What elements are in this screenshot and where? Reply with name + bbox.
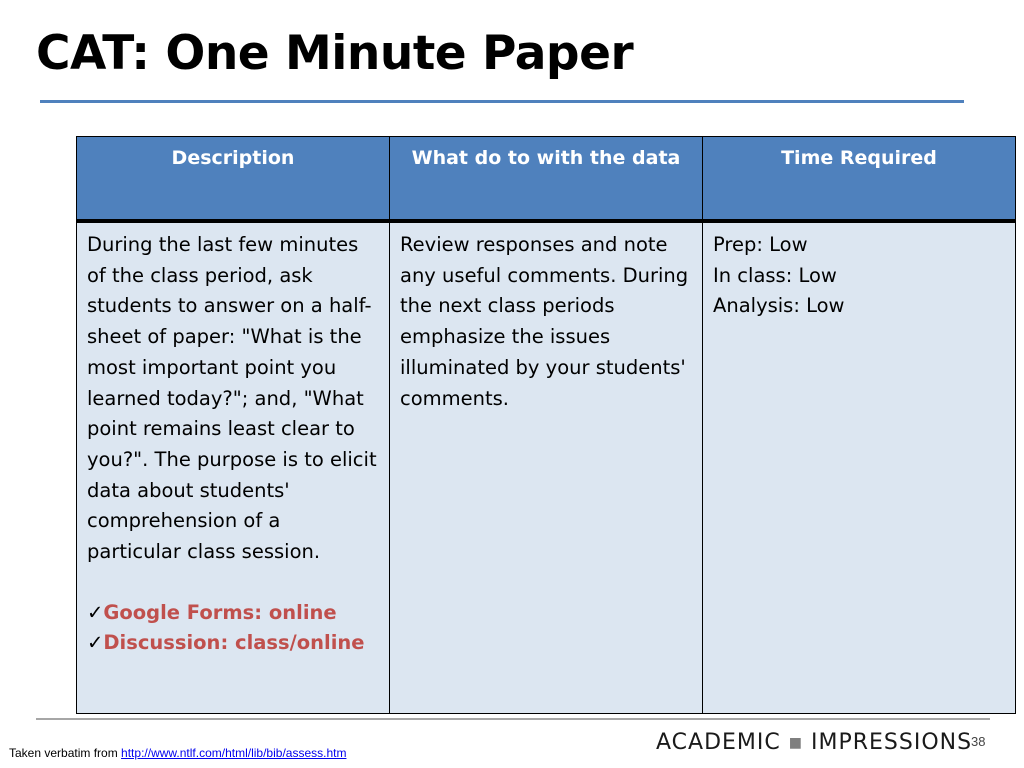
source-prefix: Taken verbatim from bbox=[9, 746, 122, 760]
cell-what-to-do bbox=[390, 221, 703, 714]
academic-impressions-logo bbox=[656, 730, 972, 755]
source-citation bbox=[9, 746, 346, 760]
bullet-google-forms bbox=[87, 598, 379, 629]
slide-title: CAT: One Minute Paper bbox=[36, 26, 634, 81]
header-description: Description bbox=[77, 137, 390, 222]
description-text: During the last few minutes of the class period, ask students to answer on a half-sheet of paper: "What is the most important point you learned today?"; and, "What point remains least clear to you?". The purpose is to elicit data about students' comprehension of a particular class session. bbox=[87, 233, 377, 564]
cell-description bbox=[77, 221, 390, 714]
bullet-label: Discussion: class/online bbox=[103, 631, 365, 655]
checkmark-icon: ✓ bbox=[87, 631, 104, 655]
bullet-label: Google Forms: online bbox=[103, 600, 337, 624]
data-text: Review responses and note any useful comments. During the next class periods emphasize the issues illuminated by your students' comments. bbox=[400, 233, 689, 410]
source-link[interactable]: http://www.ntlf.com/html/lib/bib/assess.htm bbox=[121, 746, 347, 760]
time-in-class: In class: Low bbox=[713, 263, 837, 287]
time-prep: Prep: Low bbox=[713, 233, 808, 256]
bullet-discussion bbox=[87, 628, 379, 659]
logo-word-impressions: IMPRESSIONS bbox=[810, 730, 973, 755]
square-dot-icon: ■ bbox=[788, 735, 803, 751]
time-analysis: Analysis: Low bbox=[713, 294, 845, 318]
checkmark-icon: ✓ bbox=[87, 600, 104, 624]
header-what-to-do: What do to with the data bbox=[390, 137, 703, 222]
table-row bbox=[77, 221, 1016, 714]
cat-table bbox=[76, 136, 1016, 714]
page-number: 38 bbox=[971, 734, 986, 749]
table-header-row bbox=[77, 137, 1016, 222]
header-time-required: Time Required bbox=[703, 137, 1016, 222]
footer-divider bbox=[36, 718, 990, 720]
spacer bbox=[87, 568, 379, 598]
logo-word-academic: ACADEMIC bbox=[656, 730, 781, 755]
cell-time-required bbox=[703, 221, 1016, 714]
title-divider bbox=[40, 100, 964, 103]
